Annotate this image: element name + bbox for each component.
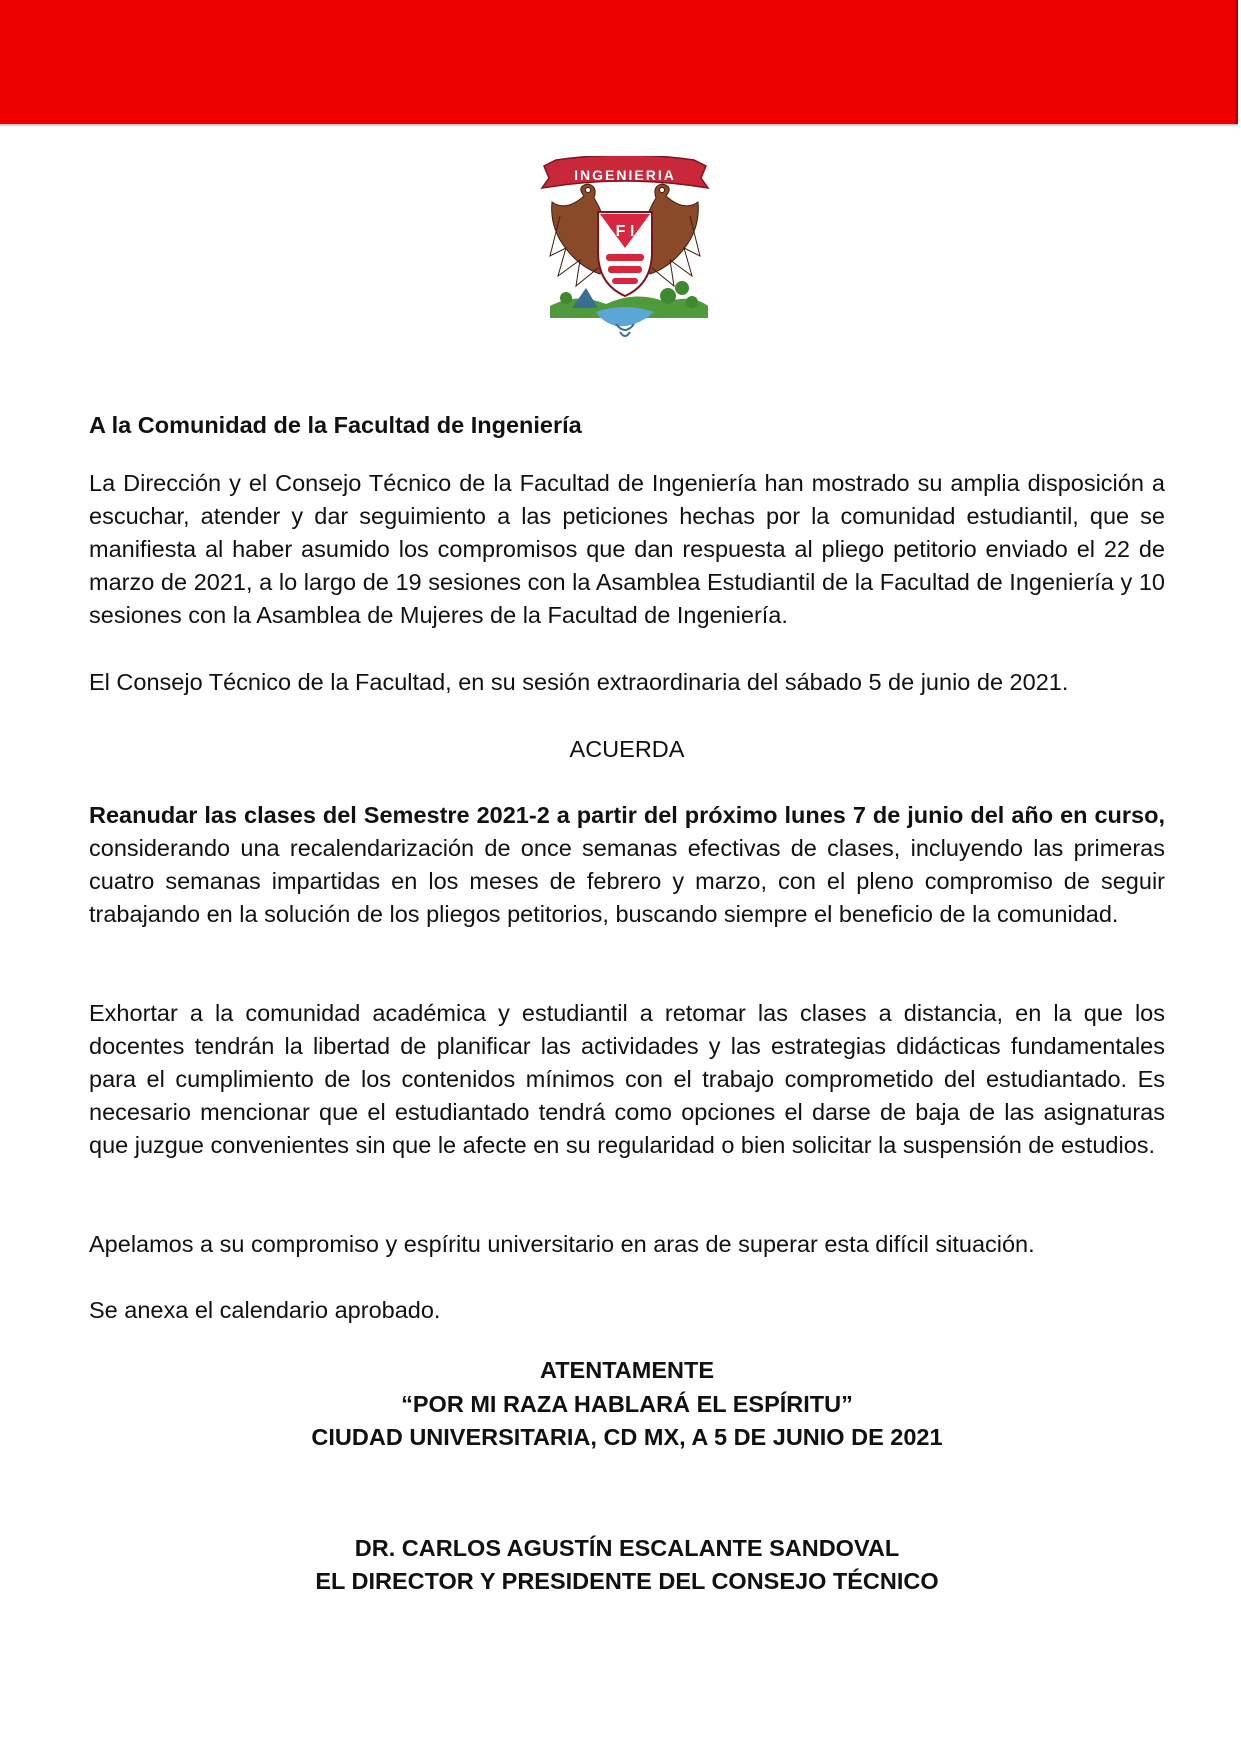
motto-line: “POR MI RAZA HABLARÁ EL ESPÍRITU”: [401, 1391, 853, 1417]
logo-monogram: F I: [615, 223, 635, 240]
ingenieria-crest-icon: [536, 156, 714, 344]
logo-ribbon-text: INGENIERIA: [574, 167, 676, 183]
salutation: A la Comunidad de la Facultad de Ingeniería: [89, 411, 582, 438]
paragraph-appeal: Apelamos a su compromiso y espíritu universitario en aras de superar esta difícil situación.: [89, 1230, 1035, 1257]
paragraph-annex: Se anexa el calendario aprobado.: [89, 1296, 441, 1323]
top-banner: [0, 0, 1238, 124]
paragraph-exhort: Exhortar a la comunidad académica y estudiantil a retomar las clases a distancia, en la que los docentes tendrán la libertad de planificar las actividades y las estrategias didácticas fundamentales para el cumplimiento de los contenidos mínimos con el trabajo comprometido del estudiantado. Es necesario mencionar que el estudiantado tendrá como opciones el darse de baja de las asignaturas que juzgue convenientes sin que le afecte en su regularidad o bien solicitar la suspensión de estudios.: [89, 999, 1165, 1158]
paragraph-disposition: La Dirección y el Consejo Técnico de la Facultad de Ingeniería han mostrado su amplia disposición a escuchar, atender y dar seguimiento a las peticiones hechas por la comunidad estudiantil, que se manifiesta al haber asumido los compromisos que dan respuesta al pliego petitorio enviado el 22 de marzo de 2021, a lo largo de 19 sesiones con la Asamblea Estudiantil de la Facultad de Ingeniería y 10 sesiones con la Asamblea de Mujeres de la Facultad de Ingeniería.: [89, 469, 1165, 628]
closing: ATENTAMENTE: [539, 1356, 715, 1383]
banner-shadow: [0, 124, 1238, 127]
resume-classes-bold: Reanudar las clases del Semestre 2021-2 a partir del próximo lunes 7 de junio del año en curso,: [89, 801, 1165, 828]
paragraph-session: El Consejo Técnico de la Facultad, en su sesión extraordinaria del sábado 5 de junio de 2021.: [89, 668, 1069, 695]
signer-title: EL DIRECTOR Y PRESIDENTE DEL CONSEJO TÉCNICO: [315, 1568, 939, 1594]
resume-classes-rest: considerando una recalendarización de once semanas efectivas de clases, incluyendo las primeras cuatro semanas impartidas en los meses de febrero y marzo, con el pleno compromiso de seguir trabajando en la solución de los pliegos petitorios, buscando siempre el beneficio de la comunidad.: [89, 834, 1165, 927]
signature-block: [89, 1532, 1165, 1598]
place-date-line: CIUDAD UNIVERSITARIA, CD MX, A 5 DE JUNIO DE 2021: [311, 1424, 943, 1450]
banner-edge: [1235, 0, 1238, 124]
agreement-heading: ACUERDA: [569, 735, 685, 762]
motto-block: [89, 1388, 1165, 1454]
paragraph-resume-classes: [89, 799, 1165, 931]
signer-name: DR. CARLOS AGUSTÍN ESCALANTE SANDOVAL: [354, 1535, 900, 1561]
